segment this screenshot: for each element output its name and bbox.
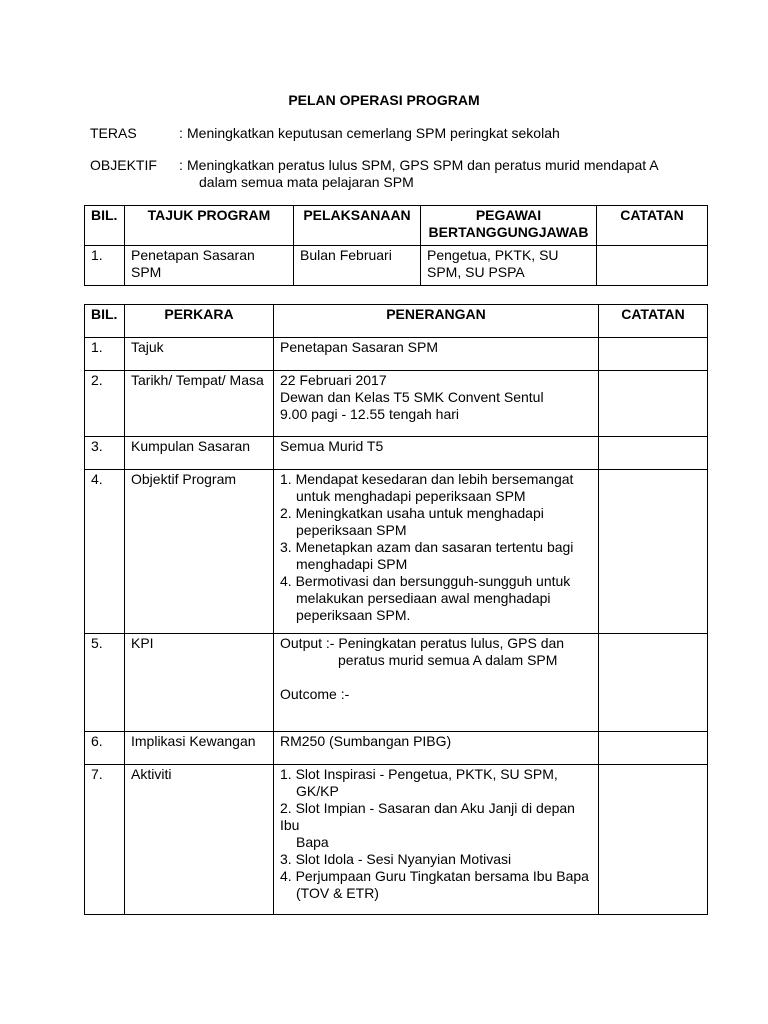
cell-catatan: [599, 338, 708, 371]
teras-row: [90, 125, 710, 142]
header-catatan: CATATAN: [597, 206, 708, 246]
list-item: 4. Bermotivasi dan bersungguh-sungguh untuk melakukan persediaan awal menghadapi peperiksaan SPM.: [280, 573, 571, 623]
penerangan-line: Semua Murid T5: [280, 438, 384, 454]
penerangan-line: 22 Februari 2017: [280, 372, 387, 388]
cell-perkara: Tarikh/ Tempat/ Masa: [125, 371, 274, 437]
cell-bil: 1.: [85, 338, 125, 371]
cell-penerangan: [274, 634, 599, 732]
list-item: 3. Slot Idola - Sesi Nyanyian Motivasi: [280, 851, 512, 867]
cell-bil: 5.: [85, 634, 125, 732]
header-bil: BIL.: [85, 206, 125, 246]
objektif-label: OBJEKTIF: [90, 157, 157, 173]
cell-tajuk: Penetapan Sasaran SPM: [125, 246, 294, 286]
list-item: 2. Meningkatkan usaha untuk menghadapi peperiksaan SPM: [280, 505, 544, 538]
table-row: [85, 470, 708, 634]
header-perkara: PERKARA: [125, 305, 274, 338]
table-row: [85, 338, 708, 371]
table-row: [85, 437, 708, 470]
table-row: [85, 732, 708, 765]
list-item: 2. Slot Impian - Sasaran dan Aku Janji di depan Ibu: [280, 800, 575, 833]
penerangan-line: Penetapan Sasaran SPM: [280, 339, 438, 355]
penerangan-line: Dewan dan Kelas T5 SMK Convent Sentul: [280, 389, 544, 405]
list-item: 1. Mendapat kesedaran dan lebih bersemangat untuk menghadapi peperiksaan SPM: [280, 471, 574, 504]
table-row: [85, 765, 708, 915]
colon: :: [179, 157, 183, 173]
kpi-output: Output :- Peningkatan peratus lulus, GPS dan: [280, 635, 565, 651]
cell-perkara: Aktiviti: [125, 765, 274, 915]
cell-perkara: Objektif Program: [125, 470, 274, 634]
table-row: [85, 246, 708, 286]
list-item: 1. Slot Inspirasi - Pengetua, PKTK, SU SPM, GK/KP: [280, 766, 558, 799]
details-table: [84, 304, 708, 915]
penerangan-line: RM250 (Sumbangan PIBG): [280, 733, 452, 749]
header-pegawai-bertanggungjawab: PEGAWAI BERTANGGUNGJAWAB: [421, 206, 597, 246]
cell-bil: 6.: [85, 732, 125, 765]
header-penerangan: PENERANGAN: [274, 305, 599, 338]
cell-bil: 3.: [85, 437, 125, 470]
table-row: [85, 634, 708, 732]
details-table-header-row: [85, 305, 708, 338]
cell-catatan: [597, 246, 708, 286]
list-item-continuation: Bapa: [296, 834, 329, 850]
teras-value: Meningkatkan keputusan cemerlang SPM peringkat sekolah: [187, 125, 560, 141]
cell-perkara: Implikasi Kewangan: [125, 732, 274, 765]
cell-penerangan: [274, 371, 599, 437]
header-tajuk-program: TAJUK PROGRAM: [125, 206, 294, 246]
list-item: 3. Menetapkan azam dan sasaran tertentu bagi menghadapi SPM: [280, 539, 574, 572]
spacer: [280, 669, 592, 686]
teras-label: TERAS: [90, 125, 137, 141]
objektif-value-line1: Meningkatkan peratus lulus SPM, GPS SPM dan peratus murid mendapat A: [187, 157, 659, 173]
cell-perkara: Kumpulan Sasaran: [125, 437, 274, 470]
cell-penerangan: [274, 338, 599, 371]
cell-perkara: Tajuk: [125, 338, 274, 371]
header-pelaksanaan: PELAKSANAAN: [294, 206, 421, 246]
cell-bil: 1.: [85, 246, 125, 286]
cell-penerangan: [274, 470, 599, 634]
aktiviti-list: [280, 766, 592, 902]
cell-catatan: [599, 371, 708, 437]
cell-catatan: [599, 437, 708, 470]
objektif-value-line2: dalam semua mata pelajaran SPM: [199, 174, 414, 190]
cell-pegawai: Pengetua, PKTK, SU SPM, SU PSPA: [421, 246, 597, 286]
cell-bil: 4.: [85, 470, 125, 634]
cell-catatan: [599, 732, 708, 765]
cell-catatan: [599, 470, 708, 634]
cell-perkara: KPI: [125, 634, 274, 732]
header-bil: BIL.: [85, 305, 125, 338]
objektif-list: [280, 471, 592, 624]
cell-bil: 2.: [85, 371, 125, 437]
cell-penerangan: [274, 732, 599, 765]
objektif-row: [90, 157, 710, 191]
cell-penerangan: [274, 765, 599, 915]
page-title: PELAN OPERASI PROGRAM: [288, 92, 480, 108]
kpi-output-continuation: peratus murid semua A dalam SPM: [338, 652, 558, 668]
objektif-value: [187, 157, 710, 191]
kpi-outcome: Outcome :-: [280, 686, 350, 702]
cell-bil: 7.: [85, 765, 125, 915]
header-catatan: CATATAN: [599, 305, 708, 338]
program-table-header-row: [85, 206, 708, 246]
penerangan-line: 9.00 pagi - 12.55 tengah hari: [280, 406, 460, 422]
cell-penerangan: [274, 437, 599, 470]
colon: :: [179, 125, 183, 141]
cell-pelaksanaan: Bulan Februari: [294, 246, 421, 286]
cell-catatan: [599, 765, 708, 915]
list-item: 4. Perjumpaan Guru Tingkatan bersama Ibu Bapa (TOV & ETR): [280, 868, 589, 901]
program-table: [84, 205, 708, 286]
table-row: [85, 371, 708, 437]
cell-catatan: [599, 634, 708, 732]
